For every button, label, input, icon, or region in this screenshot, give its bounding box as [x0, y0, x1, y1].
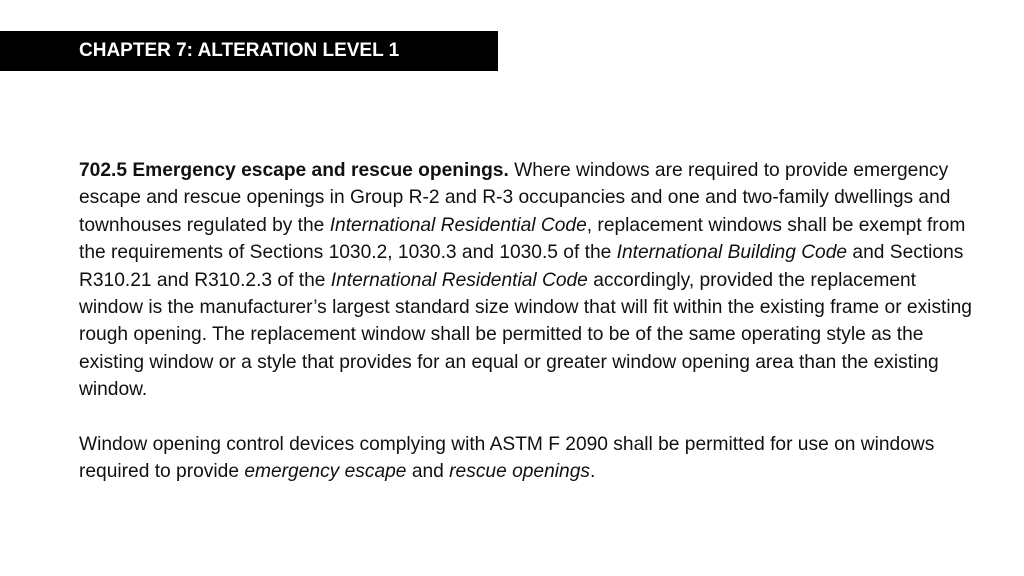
section-paragraph-2: [79, 431, 979, 486]
chapter-title: CHAPTER 7: ALTERATION LEVEL 1: [79, 40, 400, 61]
paragraph-1-text-b: , replacement windows shall be exempt from the requirements of Sections 1030.2, 1030.3 and 1030.5 of the: [79, 214, 966, 264]
paragraph-2-text-a: Window opening control devices complying with ASTM F 2090 shall be permitted for use on windows required to provide: [79, 434, 935, 483]
chapter-header-bar: [0, 31, 498, 71]
section-heading: 702.5 Emergency escape and rescue openings.: [79, 160, 509, 181]
paragraph-1-text-d: accordingly, provided the replacement window is the manufacturer’s largest standard size window that will fit within the existing frame or existing rough opening. The replacement window shall be permitted to be of the same operating style as the existing window or a style that provides for an equal or greater window opening area than the existing window.: [79, 269, 972, 401]
section-body: [79, 157, 979, 486]
emergency-escape-term: emergency escape: [244, 461, 407, 483]
irc-reference-2: International Residential Code: [330, 269, 588, 291]
ibc-reference: International Building Code: [616, 242, 848, 264]
paragraph-1-text-a: Where windows are required to provide emergency escape and rescue openings in Group R-2 and R-3 occupancies and one and two-family dwellings and townhouses regulated by the: [79, 160, 951, 236]
paragraph-2-and: and: [411, 461, 444, 483]
irc-reference-1: International Residential Code: [329, 214, 587, 236]
rescue-openings-term: rescue openings: [449, 461, 590, 483]
paragraph-2-period: .: [589, 461, 596, 483]
paragraph-1-text-c: and Sections R310.21 and R310.2.3 of the: [79, 242, 964, 291]
section-paragraph-1: [79, 157, 979, 404]
